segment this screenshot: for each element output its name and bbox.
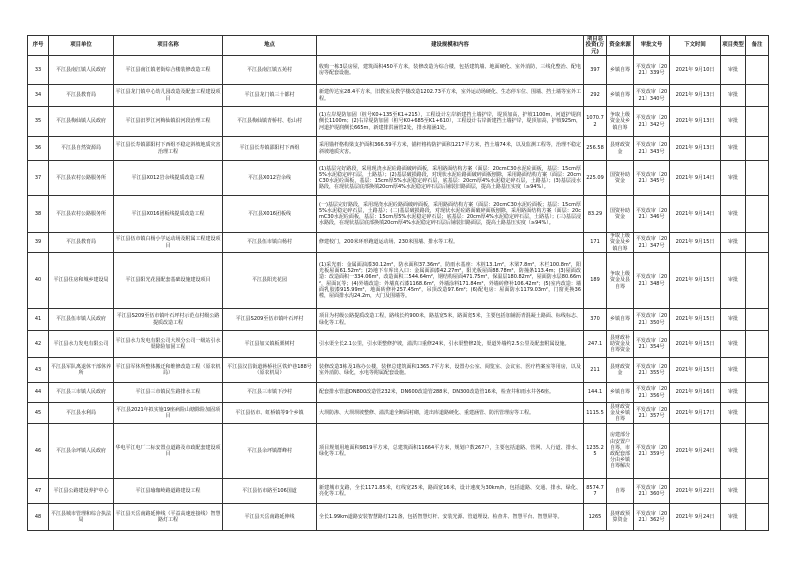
cell-investment: 1115.5	[584, 403, 607, 424]
cell-issue-date: 2021年 9月24日	[670, 424, 721, 479]
cell-investment: 171	[584, 233, 607, 253]
cell-issue-date: 2021年 9月15日	[670, 331, 721, 358]
cell-issue-date: 2021年 9月13日	[670, 137, 721, 161]
cell-fund-source: 县财政预算资金	[607, 504, 634, 531]
cell-type: 审批	[721, 85, 746, 107]
cell-remark	[746, 309, 769, 331]
cell-unit: 平江县军队离退休干部休养所	[49, 358, 114, 383]
cell-content: 项目为村级公路提质改造工程，路线长约900米，路基宽5米，路面宽5米，主要包括加铺沥青混凝土路面、标线标志、绿化等工程。	[317, 309, 584, 331]
cell-no: 40	[28, 253, 49, 309]
cell-location: 平江县X016团板线	[223, 196, 317, 233]
cell-no: 48	[28, 504, 49, 531]
cell-fund-source: 乡镇自筹	[607, 56, 634, 85]
cell-remark	[746, 233, 769, 253]
cell-type: 审批	[721, 424, 746, 479]
header-no: 序号	[28, 36, 49, 56]
cell-name: 平江县龙门镇中心幼儿园改造及配套工程建设项目	[114, 85, 223, 107]
cell-fund-source: 乡镇自筹	[607, 85, 634, 107]
cell-name: 平江县水力发电有限公司大坝分公司一级站引水渠除险加固工程	[114, 331, 223, 358]
cell-no: 35	[28, 107, 49, 137]
cell-issue-date: 2021年 9月22日	[670, 479, 721, 504]
cell-remark	[746, 56, 769, 85]
cell-type: 审批	[721, 137, 746, 161]
cell-no: 42	[28, 331, 49, 358]
cell-type: 审批	[721, 56, 746, 85]
cell-content: (1)基层完好路段，采用现浇水泥砼路面破碎面板，采用路面结构方案（面层：20cmC30水泥砼面板，基层：15cm厚5%水泥稳定碎石层，土路基）；(2)基层破损路段，对现状水泥砼路面破碎面板刨除，采用路面结构方案（面层：20cmC30水泥砼面板，基层：15cm厚5%水泥稳定碎石层，底基层：20cm厚4%水泥稳定碎石层，土路基）；(3)基层浸水路段，在现状基层底部换填20cm厚4%水泥稳定碎石层后铺装旧路面层，提高土路基压实度（≥94%）。	[317, 161, 584, 196]
header-investment: 项目总投资(万元)	[584, 36, 607, 56]
cell-investment: 83.29	[584, 196, 607, 233]
cell-investment: 292	[584, 85, 607, 107]
cell-location: 平江县伍市镇白杨村	[223, 233, 317, 253]
cell-approval-no: 平发改审〔2021〕360号	[634, 479, 670, 504]
cell-investment: 225.09	[584, 161, 607, 196]
cell-content: 项目规划用地面积9819平方米，总建筑面积11664平方米，规划户数267户，主要包括道路、管网、人行道、排水、绿化等工程。	[317, 424, 584, 479]
cell-type: 审批	[721, 358, 746, 383]
cell-issue-date: 2021年 9月15日	[670, 253, 721, 309]
cell-content: (一)基层完好路段，采用现浇水泥砼路面破碎面板，采用路面结构方案（面层：20cmC30水泥砼面板；基层：15cm厚5%水泥稳定碎石层，土路基）；(二)基层破损路段，对现状水泥砼路面破碎面板刨除，采用路面结构方案（面层：20cmC30水泥砼面板，基层：15cm厚5%水泥稳定碎石层；底基层：20cm厚4%水泥稳定碎石层，土路基）；(三)基层浸水路段，在现状基层底部换填20cm厚4%水泥稳定碎石层后铺装旧路面层，提高土路基压实度（≥94%）。	[317, 196, 584, 233]
cell-name: 平江县伍市镇白杨小学运动场及附属工程建设项目	[114, 233, 223, 253]
cell-type: 审批	[721, 107, 746, 137]
cell-no: 34	[28, 85, 49, 107]
cell-name: 平江县汨罗江河梅仙镇沿河段治理工程	[114, 107, 223, 137]
cell-unit: 平江县城市管理和综合执法局	[49, 504, 114, 531]
cell-location: 平江县龙门镇三十都村	[223, 85, 317, 107]
cell-approval-no: 平发改审〔2021〕345号	[634, 161, 670, 196]
cell-remark	[746, 504, 769, 531]
cell-content: 装修改造3栋及1栋办公楼，装修总建筑面积1365.7平方米，设置办公室、阅览室、会议室、医疗档案室等用房，以及室外消防、绿化，水电等附属配套设施。	[317, 358, 584, 383]
cell-issue-date: 2021年 9月24日	[670, 504, 721, 531]
cell-type: 审批	[721, 383, 746, 403]
cell-location: 平江县梅仙镇青桥村、松山村	[223, 107, 317, 137]
cell-investment: 370	[584, 309, 607, 331]
cell-fund-source: 乡镇自筹	[607, 309, 634, 331]
cell-investment: 189	[584, 253, 607, 309]
cell-unit: 平江县水力发电有限公司	[49, 331, 114, 358]
cell-remark	[746, 383, 769, 403]
cell-name: 平江县军休所整体搬迁和维修改造工程（原农机局）	[114, 358, 223, 383]
header-name: 项目名称	[114, 36, 223, 56]
cell-location: 平江县南江镇五苑村	[223, 56, 317, 85]
cell-unit: 平江县水利局	[49, 403, 114, 424]
cell-remark	[746, 358, 769, 383]
cell-content: 大坝防渗、大坝坝坡整修、溢洪道全断面衬砌，进出库道路硬化、重建涵管、防汛管理房等工程。	[317, 403, 584, 424]
cell-unit: 平江县自然资源局	[49, 137, 114, 161]
cell-unit: 平江县教育局	[49, 85, 114, 107]
cell-remark	[746, 479, 769, 504]
cell-approval-no: 平发改审〔2021〕340号	[634, 85, 670, 107]
cell-no: 43	[28, 358, 49, 383]
cell-approval-no: 平发改审〔2021〕362号	[634, 504, 670, 531]
cell-no: 46	[28, 424, 49, 479]
cell-unit: 平江县公路建设养护中心	[49, 479, 114, 504]
cell-type: 审批	[721, 479, 746, 504]
cell-type: 审批	[721, 331, 746, 358]
cell-remark	[746, 85, 769, 107]
cell-name: 平江县天岳南路延伸线（平益高速连接线）智慧路灯工程	[114, 504, 223, 531]
cell-issue-date: 2021年 9月13日	[670, 85, 721, 107]
cell-location: 平江县伍市路至106国道	[223, 479, 317, 504]
cell-remark	[746, 161, 769, 196]
cell-issue-date: 2021年 9月17日	[670, 403, 721, 424]
cell-content: 全长1.99km道路安装智慧路灯121盏，包括智慧灯杆、安装光源、管道埋设、检查井、智慧平台、智慧屏等。	[317, 504, 584, 531]
header-fund-source: 资金来源	[607, 36, 634, 56]
cell-type: 审批	[721, 309, 746, 331]
cell-remark	[746, 403, 769, 424]
cell-content: 新建城市支路，全长1171.85米，红线宽25米，路面宽16米，设计速度为30km/h，包括道路、交通、排水、绿化、亮化等工程。	[317, 479, 584, 504]
cell-content: 新建传达室28.4平方米，旧教室及教学楼改造1202.73平方米，室外运动场硬化、生态停车位、围墙、挡土墙等室外工程。	[317, 85, 584, 107]
cell-no: 44	[28, 383, 49, 403]
cell-type: 审批	[721, 403, 746, 424]
cell-fund-source: 自筹	[607, 479, 634, 504]
cell-name: 平江县长寿镇邵阳村下西组不稳定斜坡地质灾害治理工程	[114, 137, 223, 161]
header-issue-date: 下文时间	[670, 36, 721, 56]
cell-investment: 1265	[584, 504, 607, 531]
cell-approval-no: 平发改审〔2021〕347号	[634, 233, 670, 253]
cell-no: 38	[28, 196, 49, 233]
cell-type: 审批	[721, 233, 746, 253]
cell-approval-no: 平发改审〔2021〕339号	[634, 56, 670, 85]
cell-approval-no: 平发改审〔2021〕342号	[634, 107, 670, 137]
cell-issue-date: 2021年 9月10日	[670, 56, 721, 85]
cell-unit: 平江县农村公路服务所	[49, 161, 114, 196]
cell-approval-no: 平发改审〔2021〕356号	[634, 383, 670, 403]
cell-approval-no: 平发改审〔2021〕355号	[634, 358, 670, 383]
cell-type: 审批	[721, 161, 746, 196]
cell-content: (1)采光雨：金属面油漆30.12m²，防水面积37.36m²，防雨水基座：木桩13.1m²，木梁7.8m²，木栏100.8m²，阳光板屋面61.52m²；(2)地下车库出入口：金属面油漆42.27m²，阳光板屋面88.78m²，防撞条113.4m；(3)屋面改造：改造面积一334.06m²，改造面积二544.64m²，钢结构屋面471.75m²，保温层180.82m²，屋面防水层80.66m²，屋面瓦等；(4)外墙改造：外墙真石漆1168.6m²，外墙涂料171.84m²，外墙砖修补106.42m²；(5)室内改造：墙面乳胶漆915.99m²，地面砖修补257.45m²，吊顶改造97.6m²；(6)配电房：屋面防水1179.03m²，门窗更换36樘，屋面排水沟24.2m，大门及围墙等。	[317, 253, 584, 309]
cell-remark	[746, 196, 769, 233]
cell-approval-no: 平发改审〔2021〕359号	[634, 424, 670, 479]
cell-investment: 256.58	[584, 137, 607, 161]
cell-fund-source: 国资补助资金	[607, 161, 634, 196]
cell-name: 平江县三市镇民生路排水工程	[114, 383, 223, 403]
cell-approval-no: 平发改审〔2021〕346号	[634, 196, 670, 233]
cell-fund-source: 县财政资金	[607, 137, 634, 161]
cell-issue-date: 2021年 9月14日	[670, 161, 721, 196]
cell-fund-source: 国资补助资金	[607, 196, 634, 233]
cell-investment: 1235.25	[584, 424, 607, 479]
cell-name: 平江县2021年拟实施19座病险山塘除险加固项目	[114, 403, 223, 424]
cell-content: (1)左岸堤防加固（桩号K0+135至K1+215），工程设计左岸新建挡土墙护岸，堤顶加高，护坡1100m，河道护堤润侧长1100m；(2)右岸堤防加固（桩号K0+685至K1+610），工程设计右岸新建挡土墙护岸，堤顶加高，护坡925m，河道护堤润侧长665m，新建排洪涵管2处，排水箱涵1处。	[317, 107, 584, 137]
cell-remark	[746, 424, 769, 479]
cell-location: 平江县汉昌街道蒋桥社区铁炉巷188号（原农机局）	[223, 358, 317, 383]
cell-name: 平江县S209至伍市镇叶石坪村示范点村级公路提质改造工程	[114, 309, 223, 331]
cell-location: 平江县S209至伍市镇叶石坪村	[223, 309, 317, 331]
cell-unit: 平江县住房和城乡建设局	[49, 253, 114, 309]
cell-type: 审批	[721, 253, 746, 309]
cell-no: 47	[28, 479, 49, 504]
cell-unit: 平江县教育局	[49, 233, 114, 253]
cell-type: 审批	[721, 504, 746, 531]
cell-location: 平江县长寿镇邵阳村下西组	[223, 137, 317, 161]
cell-investment: 211	[584, 358, 607, 383]
cell-remark	[746, 107, 769, 137]
cell-fund-source: 县财政资金及乡镇自筹	[607, 403, 634, 424]
cell-no: 41	[28, 309, 49, 331]
cell-location: 平江县三市镇下沙村	[223, 383, 317, 403]
cell-issue-date: 2021年 9月15日	[670, 358, 721, 383]
cell-content: 收购一栋3层房屋，建筑面积450平方米，装修改造为综合楼，包括建筑墙、地面硬化、室外消防，三线化整治、配电房等配套设施。	[317, 56, 584, 85]
cell-unit: 平江县三市镇人民政府	[49, 383, 114, 403]
cell-remark	[746, 331, 769, 358]
cell-investment: 144.1	[584, 383, 607, 403]
cell-remark	[746, 137, 769, 161]
cell-content: 采用锚杆格构梁支护面积366.59平方米，锚杆格构防护面积1217平方米，挡土墙74米，以及监测工程等，治理不稳定斜坡地质灾害。	[317, 137, 584, 161]
cell-unit: 平江县伍市镇人民政府	[49, 309, 114, 331]
header-approval-no: 审批文号	[634, 36, 670, 56]
cell-name: 华电平江电厂二标安置点道路及市政配套建设项目	[114, 424, 223, 479]
cell-no: 33	[28, 56, 49, 85]
cell-content: 引水渠全长2.1公里，引水渠整修护坡，溢洪口重修24米，引水渠整修2处，渠道外墙约2.5公里及配套附属设施。	[317, 331, 584, 358]
cell-location: 平江县天岳南路延伸线	[223, 504, 317, 531]
cell-location: 平江县X012岩余线	[223, 161, 317, 196]
cell-investment: 397	[584, 56, 607, 85]
cell-unit: 平江县农村公路服务所	[49, 196, 114, 233]
header-type: 项目类型	[721, 36, 746, 56]
cell-name: 平江县瑜珈岭路道路建设工程	[114, 479, 223, 504]
header-unit: 项目单位	[49, 36, 114, 56]
cell-fund-source: 县财政资金	[607, 358, 634, 383]
cell-location: 平江县阳光花园	[223, 253, 317, 309]
cell-name: 平江县阳光花园配套基础设施建设项目	[114, 253, 223, 309]
cell-location: 平江县加义镇板栗树村	[223, 331, 317, 358]
cell-unit: 平江县余坪镇人民政府	[49, 424, 114, 479]
cell-approval-no: 平发改审〔2021〕348号	[634, 253, 670, 309]
cell-issue-date: 2021年 9月13日	[670, 107, 721, 137]
cell-unit: 平江县南江镇人民政府	[49, 56, 114, 85]
cell-investment: 247.1	[584, 331, 607, 358]
header-content: 建设规模和内容	[317, 36, 584, 56]
cell-location: 平江县余坪镇群峰村	[223, 424, 317, 479]
cell-content: 配套排水管道DN800改造管232米，DN600改造管288米，DN300改造管16米，检查井和雨水井各6座。	[317, 383, 584, 403]
cell-content: 修建校门，200米环形跑道运动场、230米围墙、排水等工程。	[317, 233, 584, 253]
cell-issue-date: 2021年 9月15日	[670, 309, 721, 331]
cell-no: 45	[28, 403, 49, 424]
project-approval-table	[27, 35, 769, 531]
cell-no: 37	[28, 161, 49, 196]
cell-fund-source: 争取上级资金及乡镇自筹	[607, 233, 634, 253]
cell-no: 36	[28, 137, 49, 161]
header-location: 地点	[223, 36, 317, 56]
cell-issue-date: 2021年 9月14日	[670, 196, 721, 233]
cell-issue-date: 2021年 9月15日	[670, 233, 721, 253]
cell-investment: 1070.72	[584, 107, 607, 137]
cell-remark	[746, 253, 769, 309]
cell-unit: 平江县梅仙镇人民政府	[49, 107, 114, 137]
cell-fund-source: 房建部分由安置户自筹，市政配套部分由乡镇自筹解决	[607, 424, 634, 479]
cell-fund-source: 县财政补助资金及自筹资金	[607, 331, 634, 358]
cell-location: 平江县伍市、虹桥镇等9个乡镇	[223, 403, 317, 424]
header-remark: 备注	[746, 36, 769, 56]
cell-fund-source: 争取上级资金及乡镇自筹	[607, 107, 634, 137]
cell-no: 39	[28, 233, 49, 253]
cell-issue-date: 2021年 9月16日	[670, 383, 721, 403]
cell-approval-no: 平发改审〔2021〕357号	[634, 403, 670, 424]
cell-type: 审批	[721, 196, 746, 233]
cell-fund-source: 争取上级资金及县自筹	[607, 253, 634, 309]
cell-name: 平江县南江镇老街综合楼装修改造工程	[114, 56, 223, 85]
cell-name: 平江县X016团板线提质改造工程	[114, 196, 223, 233]
cell-approval-no: 平发改审〔2021〕350号	[634, 309, 670, 331]
cell-investment: 8574.77	[584, 479, 607, 504]
cell-approval-no: 平发改审〔2021〕343号	[634, 137, 670, 161]
cell-approval-no: 平发改审〔2021〕354号	[634, 331, 670, 358]
cell-fund-source: 乡镇自筹	[607, 383, 634, 403]
cell-name: 平江县X012岩余线提质改造工程	[114, 161, 223, 196]
